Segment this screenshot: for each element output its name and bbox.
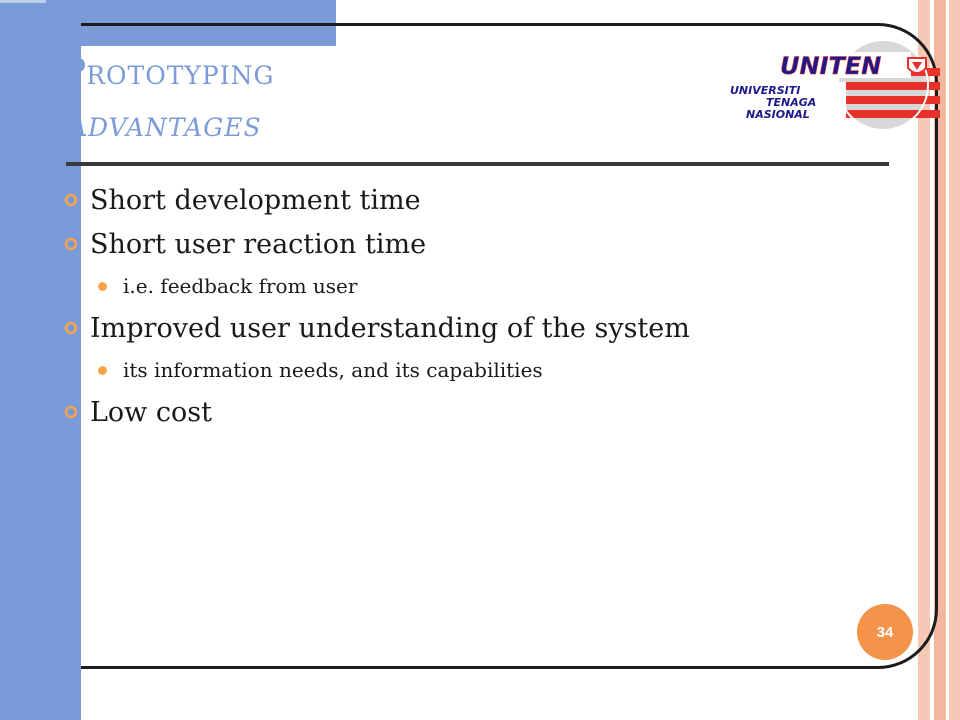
logo-line-3: NASIONAL	[746, 108, 810, 121]
title-line-2-rest: DVANTAGES	[88, 113, 262, 142]
hollow-circle-bullet-icon	[64, 237, 78, 251]
bullet-list	[62, 178, 862, 434]
sub-bullet-item	[62, 350, 862, 390]
title-line-2-initial: A	[62, 104, 88, 145]
page-number-badge	[857, 604, 913, 660]
uniten-logo	[720, 38, 940, 136]
bullet-item	[62, 222, 862, 266]
bullet-item	[62, 306, 862, 350]
title-line-1	[62, 50, 274, 102]
bullet-text: Improved user understanding of the system	[90, 312, 690, 344]
title-line-1-initial: P	[62, 52, 87, 93]
bullet-text: Low cost	[90, 396, 212, 428]
filled-dot-bullet-icon	[98, 282, 107, 291]
slide-title	[62, 50, 274, 154]
hollow-circle-bullet-icon	[64, 405, 78, 419]
sub-bullet-item	[62, 266, 862, 306]
logo-line-2: TENAGA	[766, 96, 817, 109]
hollow-circle-bullet-icon	[64, 193, 78, 207]
bullet-item	[62, 390, 862, 434]
title-underline-rule	[66, 162, 889, 166]
title-line-1-rest: ROTOTYPING	[86, 61, 275, 90]
bullet-text: Short user reaction time	[90, 228, 427, 260]
logo-line-1: UNIVERSITI	[730, 84, 801, 97]
title-line-2	[62, 102, 274, 154]
sub-bullet-text: i.e. feedback from user	[123, 274, 358, 298]
logo-emblem-icon	[908, 58, 926, 73]
hollow-circle-bullet-icon	[64, 321, 78, 335]
bullet-text: Short development time	[90, 184, 421, 216]
page-number: 34	[876, 623, 894, 641]
top-band-notch	[0, 0, 46, 3]
sub-bullet-text: its information needs, and its capabilities	[123, 358, 543, 382]
filled-dot-bullet-icon	[98, 366, 107, 375]
logo-name: UNITEN	[780, 52, 882, 80]
bullet-item	[62, 178, 862, 222]
